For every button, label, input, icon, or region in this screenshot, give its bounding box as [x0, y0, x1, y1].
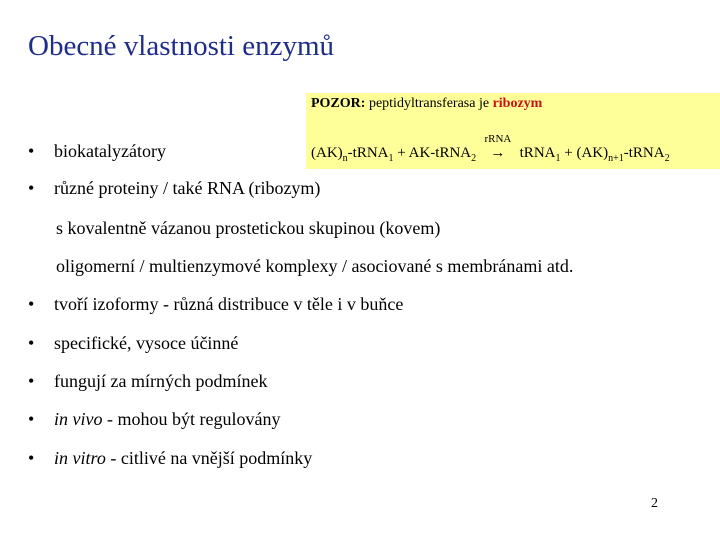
bullet-item — [28, 294, 403, 315]
bullet-text: - mohou být regulovány — [102, 409, 281, 429]
eq-right-c: -tRNA — [623, 145, 665, 161]
eq-left-a-sub: n — [342, 153, 348, 164]
ribozyme-note-box — [306, 93, 720, 169]
eq-plus1-sub: 2 — [471, 153, 477, 164]
peptidyl-transfer-equation — [311, 133, 670, 164]
bullet-icon: • — [28, 448, 35, 468]
bullet-text: tvoří izoformy - různá distribuce v těle i v buňce — [54, 294, 404, 314]
arrow-icon: → — [490, 145, 506, 161]
eq-right-b: + (AK) — [564, 145, 609, 161]
note-highlight: ribozym — [492, 96, 543, 111]
bullet-text: různé proteiny / také RNA (ribozym) — [54, 178, 321, 198]
bullet-item — [28, 178, 320, 199]
italic-term: in vitro — [54, 448, 106, 468]
eq-right-a-sub: 1 — [555, 153, 561, 164]
bullet-text: fungují za mírných podmínek — [54, 371, 268, 391]
bullet-item — [28, 333, 238, 354]
note-text: peptidyltransferasa je — [368, 96, 490, 111]
bullet-item — [28, 141, 166, 162]
catalyst-label: rRNA — [484, 133, 512, 145]
bullet-icon: • — [28, 371, 35, 391]
bullet-item — [28, 409, 280, 430]
eq-left-b: -tRNA — [347, 145, 389, 161]
sub-item: oligomerní / multienzymové komplexy / asociované s membránami atd. — [56, 256, 574, 276]
bullet-icon: • — [28, 409, 35, 429]
eq-left-b-sub: 1 — [388, 153, 394, 164]
bullet-item — [28, 371, 267, 392]
page-number: 2 — [651, 496, 658, 511]
eq-right-b-sub: n+1 — [608, 153, 624, 164]
bullet-item — [28, 448, 312, 469]
slide-title: Obecné vlastnosti enzymů — [28, 30, 335, 62]
eq-left-a: (AK) — [311, 145, 343, 161]
bullet-icon: • — [28, 294, 35, 314]
bullet-text: biokatalyzátory — [54, 141, 166, 161]
bullet-icon: • — [28, 178, 35, 198]
eq-right-a: tRNA — [519, 145, 556, 161]
bullet-text: specifické, vysoce účinné — [54, 333, 239, 353]
italic-term: in vivo — [54, 409, 103, 429]
bullet-text: - citlivé na vnější podmínky — [105, 448, 313, 468]
note-header — [311, 96, 542, 112]
eq-right-c-sub: 2 — [664, 153, 670, 164]
sub-item: s kovalentně vázanou prostetickou skupinou (kovem) — [56, 218, 441, 238]
reaction-arrow — [480, 133, 516, 162]
eq-plus1: + AK-tRNA — [397, 145, 472, 161]
bullet-icon: • — [28, 333, 35, 353]
bullet-icon: • — [28, 141, 35, 161]
note-label: POZOR: — [311, 96, 366, 111]
